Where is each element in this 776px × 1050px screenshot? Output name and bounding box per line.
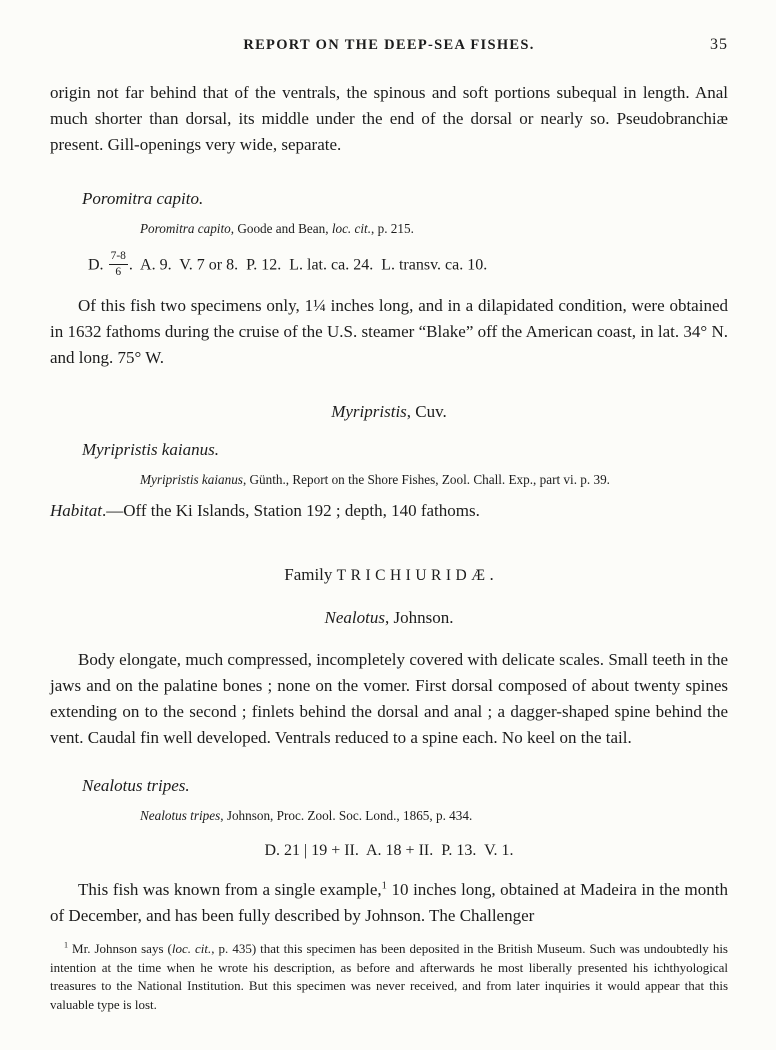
habitat-line (50, 498, 728, 524)
text-segment: loc. cit. (171, 941, 212, 957)
text-segment: Mr. Johnson says ( (68, 941, 172, 957)
species-heading-poromitra-capito: Poromitra capito. (82, 189, 204, 208)
text-segment: , Johnson. (384, 608, 454, 628)
text-segment: 1 (64, 941, 69, 951)
page-title: REPORT ON THE DEEP-SEA FISHES. (243, 37, 535, 53)
paragraph-poromitra: Of this fish two specimens only, 1¼ inches long, and in a dilapidated condition, were obtained in 1632 fathoms during the cruise of the U.S. steamer “Blake” off the American coast, in lat. 34° N. and long. 75° W. (50, 296, 728, 368)
species-heading-nealotus-tripes: Nealotus tripes. (82, 776, 190, 796)
text-segment: Myripristis kaianus (140, 472, 243, 488)
species-heading-myripristis-kaianus: Myripristis kaianus. (82, 440, 219, 460)
meristic-formula-poromitra (88, 251, 728, 280)
paragraph-nealotus-tripes (50, 877, 728, 929)
text-segment: .—Off the Ki Islands, Station 192 ; depth, 140 fathoms. (101, 501, 480, 521)
footnote (50, 940, 728, 1014)
text-segment: . (489, 565, 494, 585)
meristic-formula-nealotus: D. 21 | 19 + II. A. 18 + II. P. 13. V. 1. (264, 842, 514, 860)
fraction-numerator: 7-8 (109, 250, 128, 265)
page-number: 35 (710, 36, 728, 53)
formula-prefix: D. (88, 256, 108, 274)
family-heading-trichiuridae (50, 564, 728, 587)
citation-nealotus-tripes (140, 808, 728, 824)
text-segment: Nealotus (324, 608, 385, 628)
fraction-denominator: 6 (115, 266, 122, 279)
text-segment: , Günth., Report on the Shore Fishes, Zool. Chall. Exp., part vi. p. 39. (242, 472, 610, 488)
description-paragraph-nealotus: Body elongate, much compressed, incompletely covered with delicate scales. Small teeth in the jaws and on the palatine bones ; none on the vomer. First dorsal composed of about twenty spines extending on to the second ; finlets behind the dorsal and anal ; a dagger-shaped spine behind the vent. Caudal fin well developed. Ventrals reduced to a spine each. No keel on the tail. (50, 650, 728, 748)
citation-myripristis (140, 472, 728, 488)
text-segment: loc. cit. (331, 221, 371, 236)
formula-suffix: . A. 9. V. 7 or 8. P. 12. L. lat. ca. 24. L. transv. ca. 10. (128, 256, 488, 274)
text-segment: , Goode and Bean, (230, 221, 332, 236)
text-segment: 1 (381, 880, 387, 892)
text-segment: Myripristis (331, 402, 407, 422)
text-segment: Habitat (50, 501, 102, 521)
intro-paragraph: origin not far behind that of the ventrals, the spinous and soft portions subequal in length. Anal much shorter than dorsal, its middle under the end of the dorsal or nearly so. Pseudobranchiæ present. Gill-openings very wide, separate. (50, 83, 728, 154)
citation-poromitra (140, 221, 728, 237)
text-segment: , p. 435) that this specimen has been deposited in the British Museum. Such was undoubtedly his intention at the time when he wrote his description, as before and afterwards he most liberally presented his ichthyological treasures to the National Institution. But this specimen was never received, and from later inquiries it would appear that this valuable type is lost. (50, 941, 728, 1012)
text-segment: , p. 215. (371, 221, 414, 236)
text-segment: , Johnson, Proc. Zool. Soc. Lond., 1865, p. 434. (220, 808, 473, 824)
text-segment: TRICHIURIDÆ (336, 567, 490, 585)
text-segment: Family (284, 565, 337, 585)
running-header (50, 36, 728, 56)
genus-heading-nealotus (50, 607, 728, 629)
text-segment: , Cuv. (406, 402, 447, 422)
text-segment: Poromitra capito (140, 221, 231, 236)
text-segment: This fish was known from a single example, (78, 880, 382, 900)
genus-heading-myripristis (50, 401, 728, 423)
text-segment: 10 inches long, obtained at Madeira in the month of December, and has been fully described by Johnson. The Challenger (50, 880, 728, 926)
dorsal-fin-fraction (109, 250, 128, 279)
text-segment: Nealotus tripes (140, 808, 221, 824)
